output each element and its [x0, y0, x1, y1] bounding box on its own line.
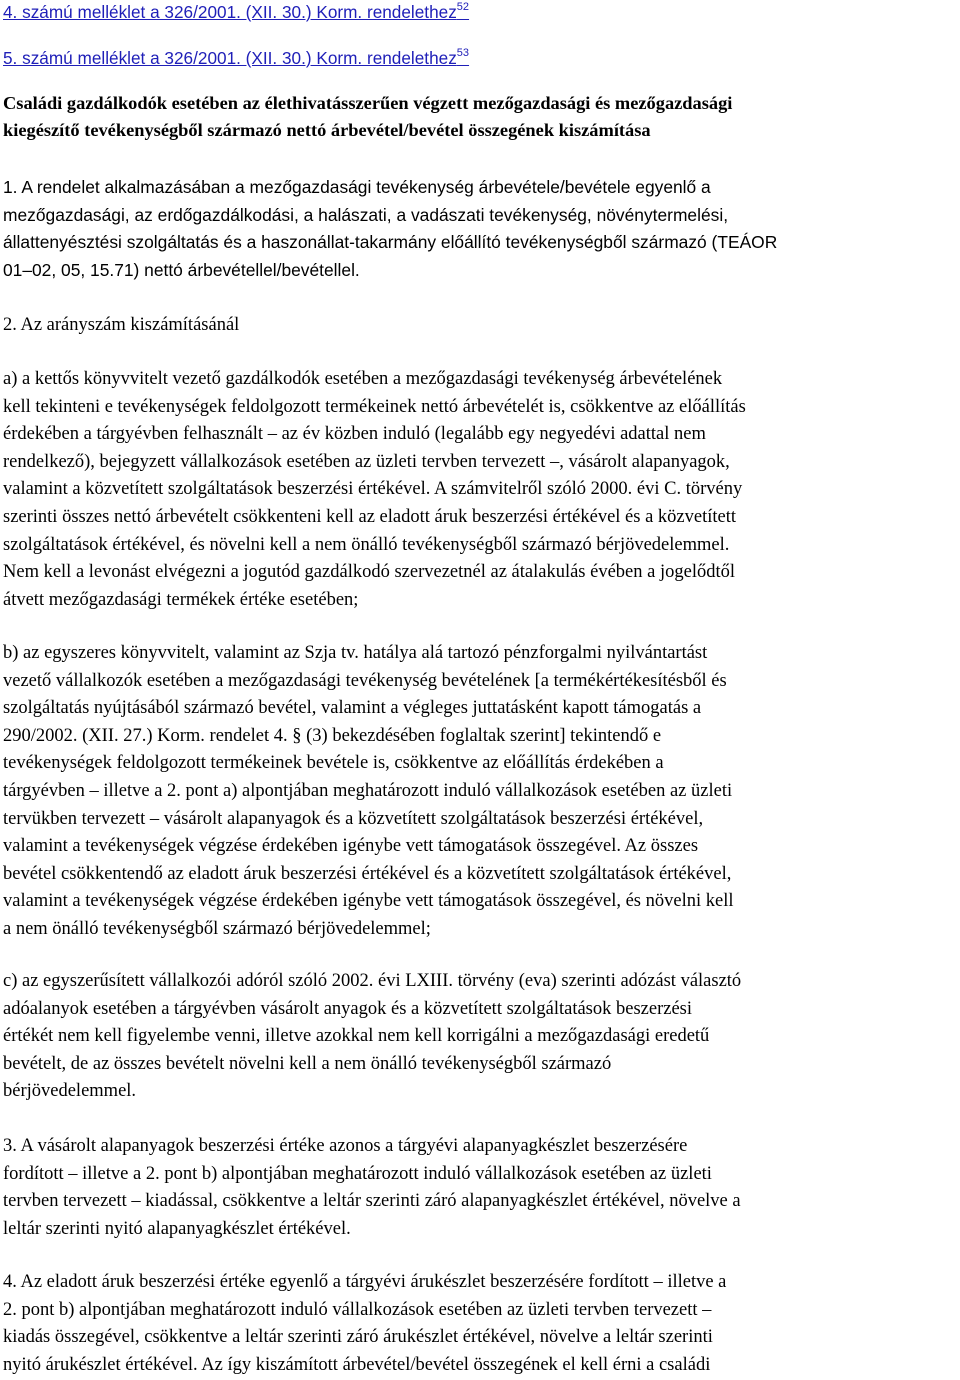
text-line: értékét nem kell figyelembe venni, illetve azokkal nem kell korrigálni a mezőgazdasági eredetű — [3, 1026, 710, 1047]
paragraph-2a — [3, 366, 746, 614]
annex-5-link[interactable] — [3, 46, 469, 70]
text-line: kell tekinteni e tevékenységek feldolgozott termékeinek nettó árbevételét is, csökkentve az előállítás — [3, 396, 746, 417]
paragraph-2c — [3, 968, 741, 1106]
paragraph-3 — [3, 1133, 741, 1243]
text-line: 4. Az eladott áruk beszerzési értéke egyenlő a tárgyévi árukészlet beszerzésére fordított – illetve a — [3, 1272, 727, 1292]
text-line: szolgáltatások értékével, és növelni kell a nem önálló tevékenységből származó bérjövedelemmel. — [3, 534, 730, 555]
text-line: 290/2002. (XII. 27.) Korm. rendelet 4. § (3) bekezdésében foglaltak szerint] tekintendő e — [3, 725, 662, 746]
text-line: érdekében a tárgyévben felhasznált – az év közben induló (legalább egy negyedévi adattal nem — [3, 424, 706, 445]
text-line: Nem kell a levonást elvégezni a jogutód gazdálkodó szervezetnél az átalakulás évében a jogelődtől — [3, 562, 735, 583]
title-line: Családi gazdálkodók esetében az élethivatásszerűen végzett mezőgazdasági és mezőgazdasági — [3, 93, 733, 113]
annex-5-link-text: 5. számú melléklet a 326/2001. (XII. 30.) Korm. rendelethez — [3, 48, 457, 68]
text-line: bevételt, de az összes bevételt növelni kell a nem önálló tevékenységből származó — [3, 1053, 612, 1074]
text-line: 2. Az arányszám kiszámításánál — [3, 315, 240, 335]
footnote-ref-53[interactable]: 53 — [456, 47, 470, 59]
paragraph-2b — [3, 640, 733, 944]
annex-4-link[interactable] — [3, 0, 469, 24]
text-line: valamint a tevékenységek végzése érdekében igénybe vett támogatások összegével. Az összes — [3, 836, 699, 857]
text-line: fordított – illetve a 2. pont b) alpontjában meghatározott induló vállalkozások esetében az üzleti — [3, 1163, 712, 1184]
text-line: tervükben tervezett – vásárolt alapanyagok és a közvetített szolgáltatások beszerzési értékével, — [3, 808, 704, 829]
text-line: a) a kettős könyvvitelt vezető gazdálkodók esetében a mezőgazdasági tevékenység árbevételének — [3, 369, 723, 389]
paragraph-4 — [3, 1269, 726, 1379]
text-line: 2. pont b) alpontjában meghatározott induló vállalkozások esetében az üzleti tervben tervezett – — [3, 1299, 712, 1320]
text-line: 01–02, 05, 15.71) nettó árbevétellel/bevétellel. — [3, 259, 360, 280]
annex-4-link-text: 4. számú melléklet a 326/2001. (XII. 30.) Korm. rendelethez — [3, 2, 457, 22]
text-line: nyitó árukészlet értékével. Az így kiszámított árbevétel/bevétel összegének el kell érni a családi — [3, 1354, 711, 1375]
text-line: tárgyévben – illetve a 2. pont a) alpontjában meghatározott induló vállalkozások esetében az üzleti — [3, 780, 733, 801]
text-line: bérjövedelemmel. — [3, 1081, 137, 1102]
text-line: leltár szerinti nyitó alapanyagkészlet értékével. — [3, 1218, 351, 1239]
text-line: valamint a közvetített szolgáltatások beszerzési értékével. A számvitelről szóló 2000. évi C. törvény — [3, 479, 743, 500]
footnote-ref-52[interactable]: 52 — [456, 1, 470, 13]
text-line: tervben tervezett – kiadással, csökkentve a leltár szerinti záró alapanyagkészlet értékével, növelve a — [3, 1191, 741, 1212]
text-line: szolgáltatás nyújtásából származó bevétel, valamint a végleges juttatásként kapott támogatás a — [3, 698, 702, 719]
text-line: mezőgazdasági, az erdőgazdálkodási, a halászati, a vadászati tevékenység, növénytermelési, — [3, 204, 729, 225]
text-line: kiadás összegével, csökkentve a leltár szerinti záró árukészlet értékével, növelve a leltár szerinti — [3, 1327, 713, 1348]
text-line: tevékenységek feldolgozott termékeinek bevétele is, csökkentve az előállítás érdekében a — [3, 753, 664, 774]
text-line: szerinti összes nettó árbevételt csökkenteni kell az eladott áruk beszerzési értékével és a közvetített — [3, 506, 736, 527]
text-line: adóalanyok esetében a tárgyévben vásárolt anyagok és a közvetített szolgáltatások beszerzési — [3, 998, 693, 1019]
text-line: bevétel csökkentendő az eladott áruk beszerzési értékével és a közvetített szolgáltatások értékével, — [3, 863, 732, 884]
text-line: a nem önálló tevékenységből származó bérjövedelemmel; — [3, 918, 431, 939]
document-title — [3, 90, 732, 144]
text-line: c) az egyszerűsített vállalkozói adóról szóló 2002. évi LXIII. törvény (eva) szerinti adózást választó — [3, 971, 742, 991]
text-line: átvett mezőgazdasági termékek értéke esetében; — [3, 589, 359, 610]
title-line: kiegészítő tevékenységből származó nettó árbevétel/bevétel összegének kiszámítása — [3, 120, 651, 140]
text-line: b) az egyszeres könyvvitelt, valamint az Szja tv. hatálya alá tartozó pénzforgalmi nyilvántartást — [3, 643, 708, 663]
text-line: valamint a tevékenységek végzése érdekében igénybe vett támogatások összegével, és növelni kell — [3, 891, 734, 912]
text-line: 1. A rendelet alkalmazásában a mezőgazdasági tevékenység árbevétele/bevétele egyenlő a — [3, 177, 711, 197]
text-line: vezető vállalkozók esetében a mezőgazdasági tevékenység bevételének [a termékértékesítésből és — [3, 670, 727, 691]
paragraph-1 — [3, 174, 777, 284]
text-line: 3. A vásárolt alapanyagok beszerzési értéke azonos a tárgyévi alapanyagkészlet beszerzésére — [3, 1136, 688, 1156]
paragraph-2 — [3, 312, 239, 340]
text-line: rendelkező), bejegyzett vállalkozások esetében az üzleti tervben tervezett –, vásárolt alapanyagok, — [3, 451, 730, 472]
text-line: állattenyésztési szolgáltatás és a haszonállat-takarmány előállító tevékenységből származó (TEÁOR — [3, 232, 778, 253]
